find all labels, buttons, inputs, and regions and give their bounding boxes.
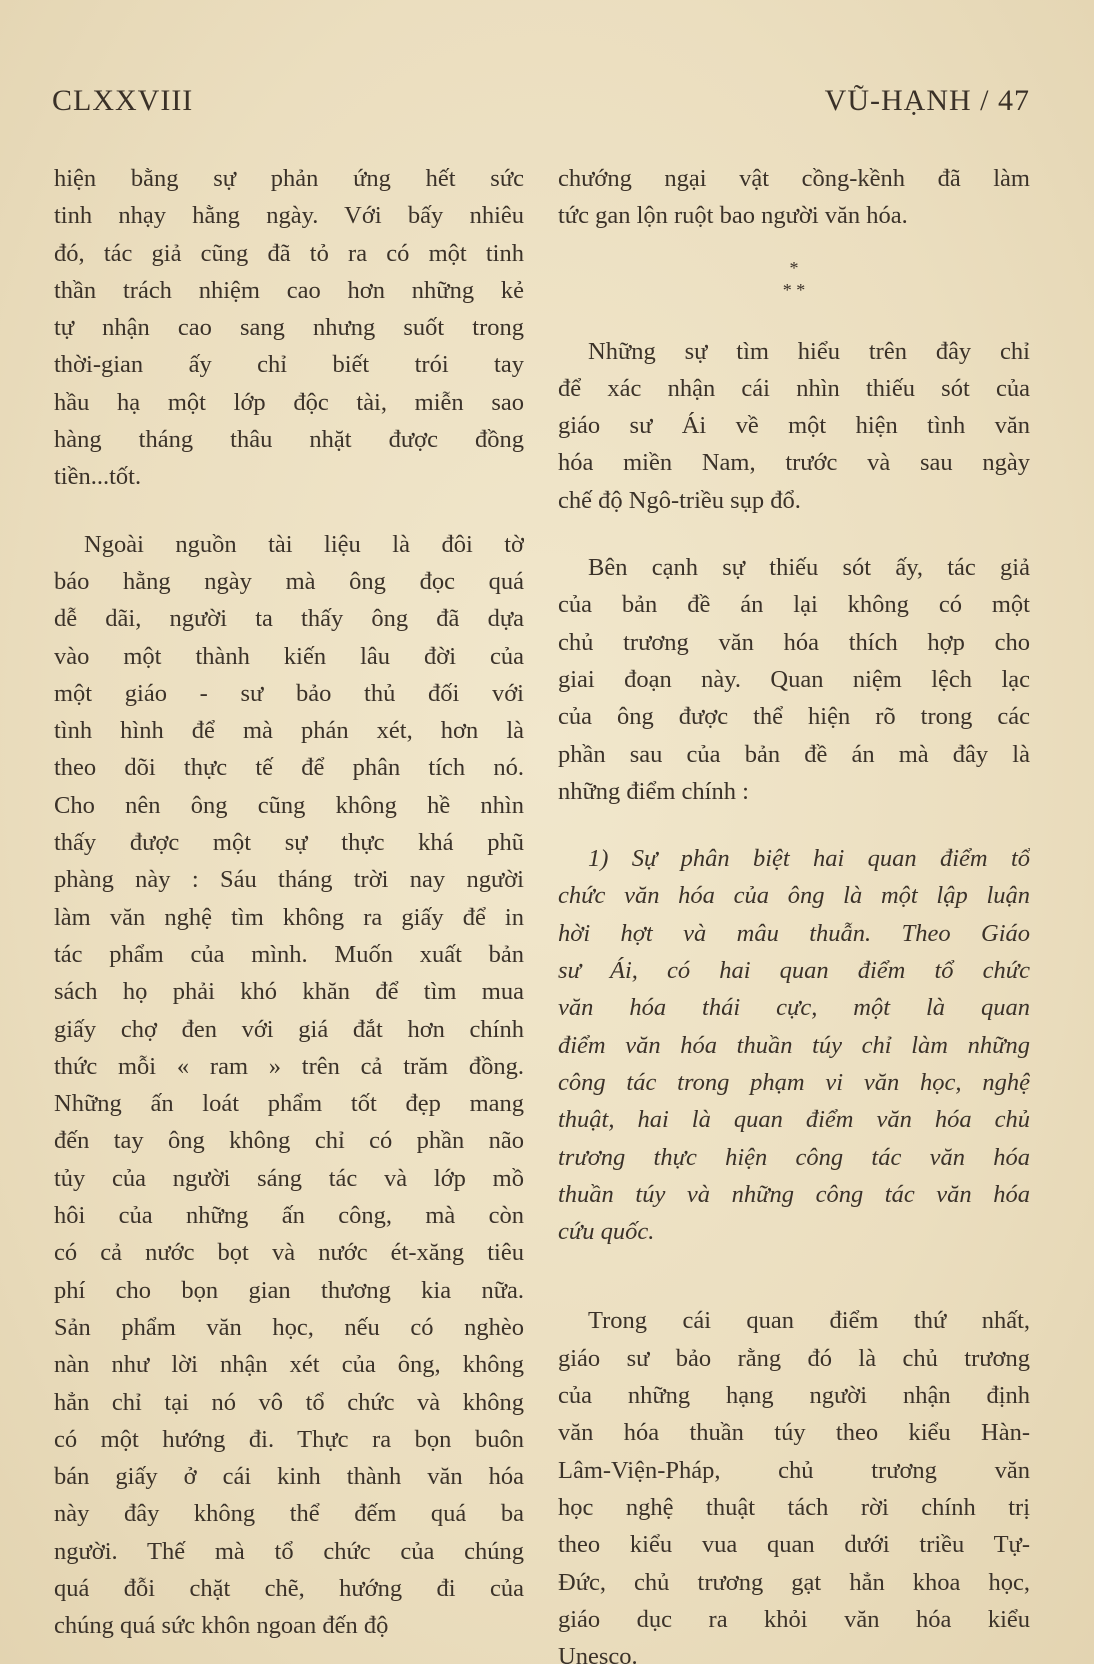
text-line: thuần túy và những công tác văn hóa (558, 1180, 1030, 1208)
paragraph (558, 333, 1030, 519)
text-line: thuật, hai là quan điểm văn hóa chủ (558, 1106, 1030, 1134)
text-line: đó, tác giả cũng đã tỏ ra có một tinh (54, 239, 524, 267)
text-line: văn hóa thái cực, một là quan (558, 994, 1030, 1022)
text-line: chướng ngại vật cồng-kềnh đã làm (558, 165, 1030, 192)
text-line: Sản phẩm văn học, nếu có nghèo (54, 1313, 524, 1341)
paragraph (54, 526, 524, 1645)
text-line: tinh nhạy hằng ngày. Với bấy nhiêu (54, 202, 524, 230)
text-line: của bản đề án lại không có một (558, 591, 1030, 619)
text-line: Cho nên ông cũng không hề nhìn (54, 791, 524, 819)
text-line: tự nhận cao sang nhưng suốt trong (54, 314, 524, 342)
text-line: của ông được thể hiện rõ trong các (558, 703, 1030, 731)
text-line: Unesco. (558, 1643, 638, 1664)
text-line: Bên cạnh sự thiếu sót ấy, tác giả (588, 554, 1030, 582)
text-line: hời hợt và mâu thuẫn. Theo Giáo (558, 919, 1030, 947)
text-line: tức gan lộn ruột bao người văn hóa. (558, 202, 908, 230)
text-line: tác phẩm của mình. Muốn xuất bản (54, 940, 524, 968)
text-line: những điểm chính : (558, 777, 749, 805)
text-line: hầu hạ một lớp độc tài, miễn sao (54, 388, 524, 416)
text-line: giáo dục ra khỏi văn hóa kiểu (558, 1605, 1030, 1633)
author-and-page-number: VŨ-HẠNH / 47 (824, 84, 1030, 117)
text-line: công tác trong phạm vi văn học, nghệ (558, 1068, 1030, 1096)
paragraph-point-1 (558, 840, 1030, 1250)
text-line: sách họ phải khó khăn để tìm mua (54, 978, 524, 1006)
paragraph (558, 160, 1030, 235)
page-header (52, 84, 1030, 124)
text-line: giáo sư bảo rằng đó là chủ trương (558, 1344, 1030, 1372)
text-line: điểm văn hóa thuần túy chỉ làm những (558, 1031, 1030, 1059)
text-line: vào một thành kiến lâu đời của (54, 642, 524, 670)
text-line: 1) Sự phân biệt hai quan điểm tổ (588, 845, 1030, 873)
paragraph (558, 1302, 1030, 1664)
text-line: thần trách nhiệm cao hơn những kẻ (54, 276, 524, 304)
text-line: Những sự tìm hiểu trên đây chỉ (588, 337, 1030, 365)
text-line: phí cho bọn gian thương kia nữa. (54, 1276, 524, 1304)
text-line: bán giấy ở cái kinh thành văn hóa (54, 1463, 524, 1491)
text-line: Lâm-Viện-Pháp, chủ trương văn (558, 1456, 1030, 1484)
text-line: hôi của những ấn công, mà còn (54, 1202, 524, 1230)
text-line: hàng tháng thâu nhặt được đồng (54, 426, 524, 454)
text-line: trương thực hiện công tác văn hóa (558, 1143, 1030, 1171)
text-line: có một hướng đi. Thực ra bọn buôn (54, 1425, 524, 1453)
text-line: phàng này : Sáu tháng trời nay người (54, 866, 524, 894)
text-line: Đức, chủ trương gạt hẳn khoa học, (558, 1568, 1030, 1596)
text-line: phần sau của bản đề án mà đây là (558, 740, 1030, 768)
asterisk-top: * (789, 257, 799, 278)
section-divider-asterisks (558, 235, 1030, 333)
text-line: chủ trương văn hóa thích hợp cho (558, 628, 1030, 656)
text-line: chúng quá sức khôn ngoan đến độ (54, 1612, 389, 1640)
text-line: theo kiểu vua quan dưới triều Tự- (558, 1531, 1030, 1559)
paragraph (54, 160, 524, 496)
text-line: tiền...tốt. (54, 463, 142, 491)
text-line: cứu quốc. (558, 1218, 655, 1246)
left-text-column (54, 160, 524, 1645)
text-line: hiện bằng sự phản ứng hết sức (54, 165, 524, 192)
text-line: văn hóa thuần túy theo kiểu Hàn- (558, 1419, 1030, 1447)
text-line: hẳn chỉ tại nó vô tổ chức và không (54, 1388, 524, 1416)
text-line: sư Ái, có hai quan điểm tổ chức (558, 957, 1030, 985)
text-line: báo hằng ngày mà ông đọc quá (54, 567, 524, 595)
text-line: làm văn nghệ tìm không ra giấy để in (54, 903, 524, 931)
text-line: của những hạng người nhận định (558, 1382, 1030, 1410)
text-line: Những ấn loát phẩm tốt đẹp mang (54, 1090, 524, 1118)
text-line: này đây không thể đếm quá ba (54, 1500, 524, 1528)
text-line: giai đoạn này. Quan niệm lệch lạc (558, 665, 1030, 693)
text-line: tủy của người sáng tác và lớp mồ (54, 1164, 524, 1192)
text-line: Trong cái quan điểm thứ nhất, (588, 1307, 1030, 1335)
text-line: chế độ Ngô-triều sụp đổ. (558, 486, 801, 514)
text-line: giấy chợ đen với giá đắt hơn chính (54, 1015, 524, 1043)
text-line: theo dõi thực tế để phân tích nó. (54, 754, 524, 782)
text-line: dễ dãi, người ta thấy ông đã dựa (54, 605, 524, 633)
text-line: quá đỗi chặt chẽ, hướng đi của (54, 1574, 524, 1602)
text-line: tình hình để mà phán xét, hơn là (54, 717, 524, 745)
text-line: thời-gian ấy chỉ biết trói tay (54, 351, 524, 379)
section-number: CLXXVIII (52, 84, 194, 117)
text-line: Ngoài nguồn tài liệu là đôi tờ (84, 530, 524, 558)
asterisk-bottom: * * (782, 279, 806, 300)
text-line: giáo sư Ái về một hiện tình văn (558, 412, 1030, 440)
text-line: một giáo - sư bảo thủ đối với (54, 679, 524, 707)
text-line: thấy được một sự thực khá phũ (54, 829, 524, 857)
text-line: có cả nước bọt và nước ét-xăng tiêu (54, 1239, 524, 1267)
text-line: chức văn hóa của ông là một lập luận (558, 882, 1030, 910)
text-line: hóa miền Nam, trước và sau ngày (558, 449, 1030, 477)
text-line: nàn như lời nhận xét của ông, không (54, 1351, 524, 1379)
text-line: người. Thế mà tổ chức của chúng (54, 1537, 524, 1565)
text-line: học nghệ thuật tách rời chính trị (558, 1493, 1030, 1521)
text-line: thức mỗi « ram » trên cả trăm đồng. (54, 1052, 524, 1080)
text-line: đến tay ông không chỉ có phần não (54, 1127, 524, 1155)
paragraph (558, 549, 1030, 810)
right-text-column (558, 160, 1030, 1664)
text-line: để xác nhận cái nhìn thiếu sót của (558, 374, 1030, 402)
